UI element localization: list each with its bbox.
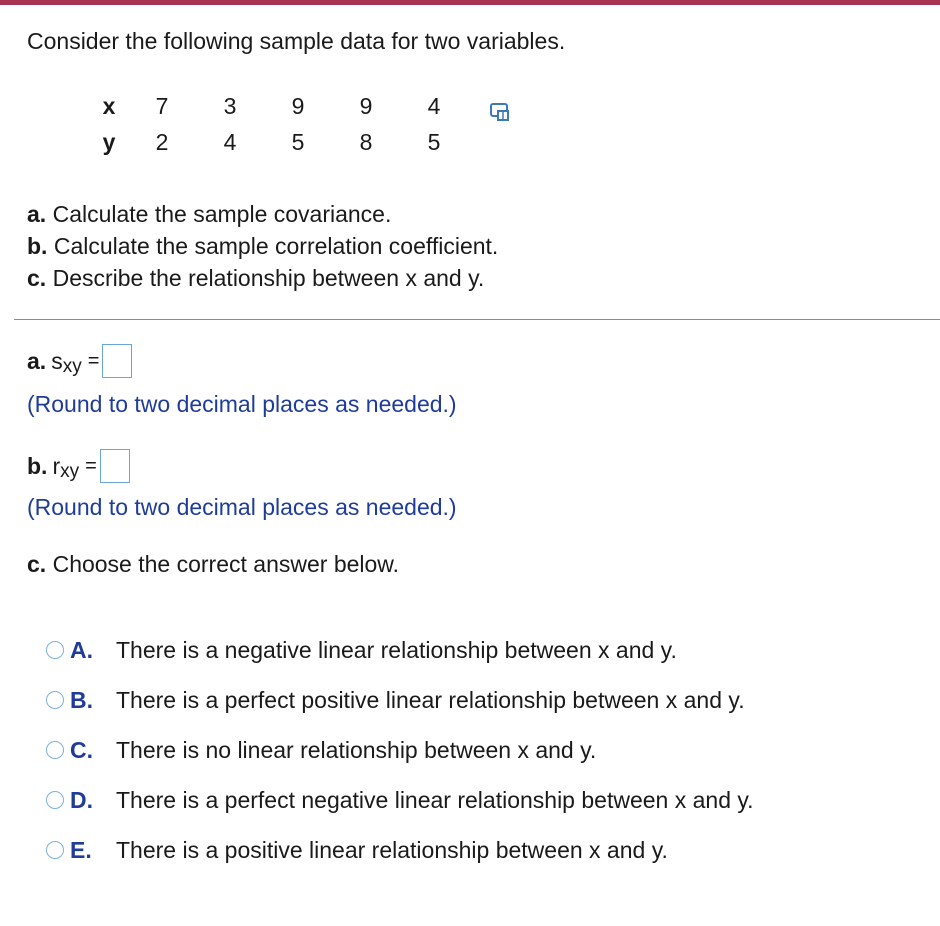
- y-value: 8: [359, 128, 373, 155]
- y-value: 4: [223, 128, 237, 155]
- option-letter: A.: [70, 636, 93, 663]
- question-letter: a.: [27, 201, 47, 227]
- y-value: 5: [291, 128, 305, 155]
- correlation-symbol: r: [52, 452, 61, 479]
- radio-button[interactable]: [46, 841, 64, 859]
- part-a-answer-line: [27, 344, 132, 378]
- option-a[interactable]: [46, 625, 754, 675]
- option-letter: B.: [70, 686, 93, 713]
- option-text: There is a positive linear relationship between x and y.: [116, 836, 668, 863]
- part-c-prompt: [27, 551, 399, 578]
- radio-button[interactable]: [46, 691, 64, 709]
- option-text: There is no linear relationship between x and y.: [116, 736, 597, 763]
- question-text: Calculate the sample correlation coefficient.: [47, 233, 499, 259]
- y-value: 5: [427, 128, 441, 155]
- option-letter: E.: [70, 836, 92, 863]
- option-d[interactable]: [46, 775, 754, 825]
- question-b: [27, 230, 498, 262]
- radio-button[interactable]: [46, 641, 64, 659]
- part-b-label: b.: [27, 452, 48, 479]
- y-row: [90, 124, 468, 160]
- covariance-input[interactable]: [102, 344, 132, 378]
- copy-data-icon[interactable]: [489, 101, 511, 123]
- answer-options: [46, 625, 754, 875]
- radio-button[interactable]: [46, 791, 64, 809]
- x-row: [90, 88, 468, 124]
- x-value: 9: [291, 92, 305, 119]
- option-e[interactable]: [46, 825, 754, 875]
- question-list: [27, 198, 498, 294]
- part-a-label: a.: [27, 347, 47, 374]
- question-a: [27, 198, 498, 230]
- covariance-symbol: s: [51, 347, 63, 374]
- correlation-subscript: xy: [60, 461, 80, 482]
- question-text: Calculate the sample covariance.: [46, 201, 392, 227]
- equals-sign: =: [87, 349, 100, 372]
- y-row-label: y: [102, 128, 116, 155]
- option-letter: C.: [70, 736, 93, 763]
- problem-intro: Consider the following sample data for two variables.: [27, 28, 566, 54]
- part-b-answer-line: [27, 449, 130, 483]
- part-a-round-hint: (Round to two decimal places as needed.): [27, 391, 457, 417]
- part-b-round-hint: (Round to two decimal places as needed.): [27, 494, 457, 520]
- section-divider: [14, 319, 940, 320]
- radio-button[interactable]: [46, 741, 64, 759]
- option-letter: D.: [70, 786, 93, 813]
- top-accent-bar: [0, 0, 940, 5]
- x-value: 3: [223, 92, 237, 119]
- part-c-text: Choose the correct answer below.: [46, 551, 400, 577]
- equals-sign: =: [85, 454, 97, 477]
- question-letter: b.: [27, 233, 48, 259]
- x-value: 4: [427, 92, 441, 119]
- question-letter: c.: [27, 265, 47, 291]
- part-c-label: c.: [27, 551, 47, 577]
- question-text: Describe the relationship between x and y.: [46, 265, 485, 291]
- x-row-label: x: [102, 92, 116, 119]
- question-c: [27, 262, 498, 294]
- x-value: 7: [155, 92, 169, 119]
- correlation-input[interactable]: [100, 449, 130, 483]
- covariance-subscript: xy: [62, 356, 82, 377]
- y-value: 2: [155, 128, 169, 155]
- option-text: There is a perfect positive linear relationship between x and y.: [116, 686, 745, 713]
- option-b[interactable]: [46, 675, 754, 725]
- option-c[interactable]: [46, 725, 754, 775]
- x-value: 9: [359, 92, 373, 119]
- option-text: There is a perfect negative linear relationship between x and y.: [116, 786, 754, 813]
- data-table: [90, 88, 468, 160]
- option-text: There is a negative linear relationship between x and y.: [116, 636, 677, 663]
